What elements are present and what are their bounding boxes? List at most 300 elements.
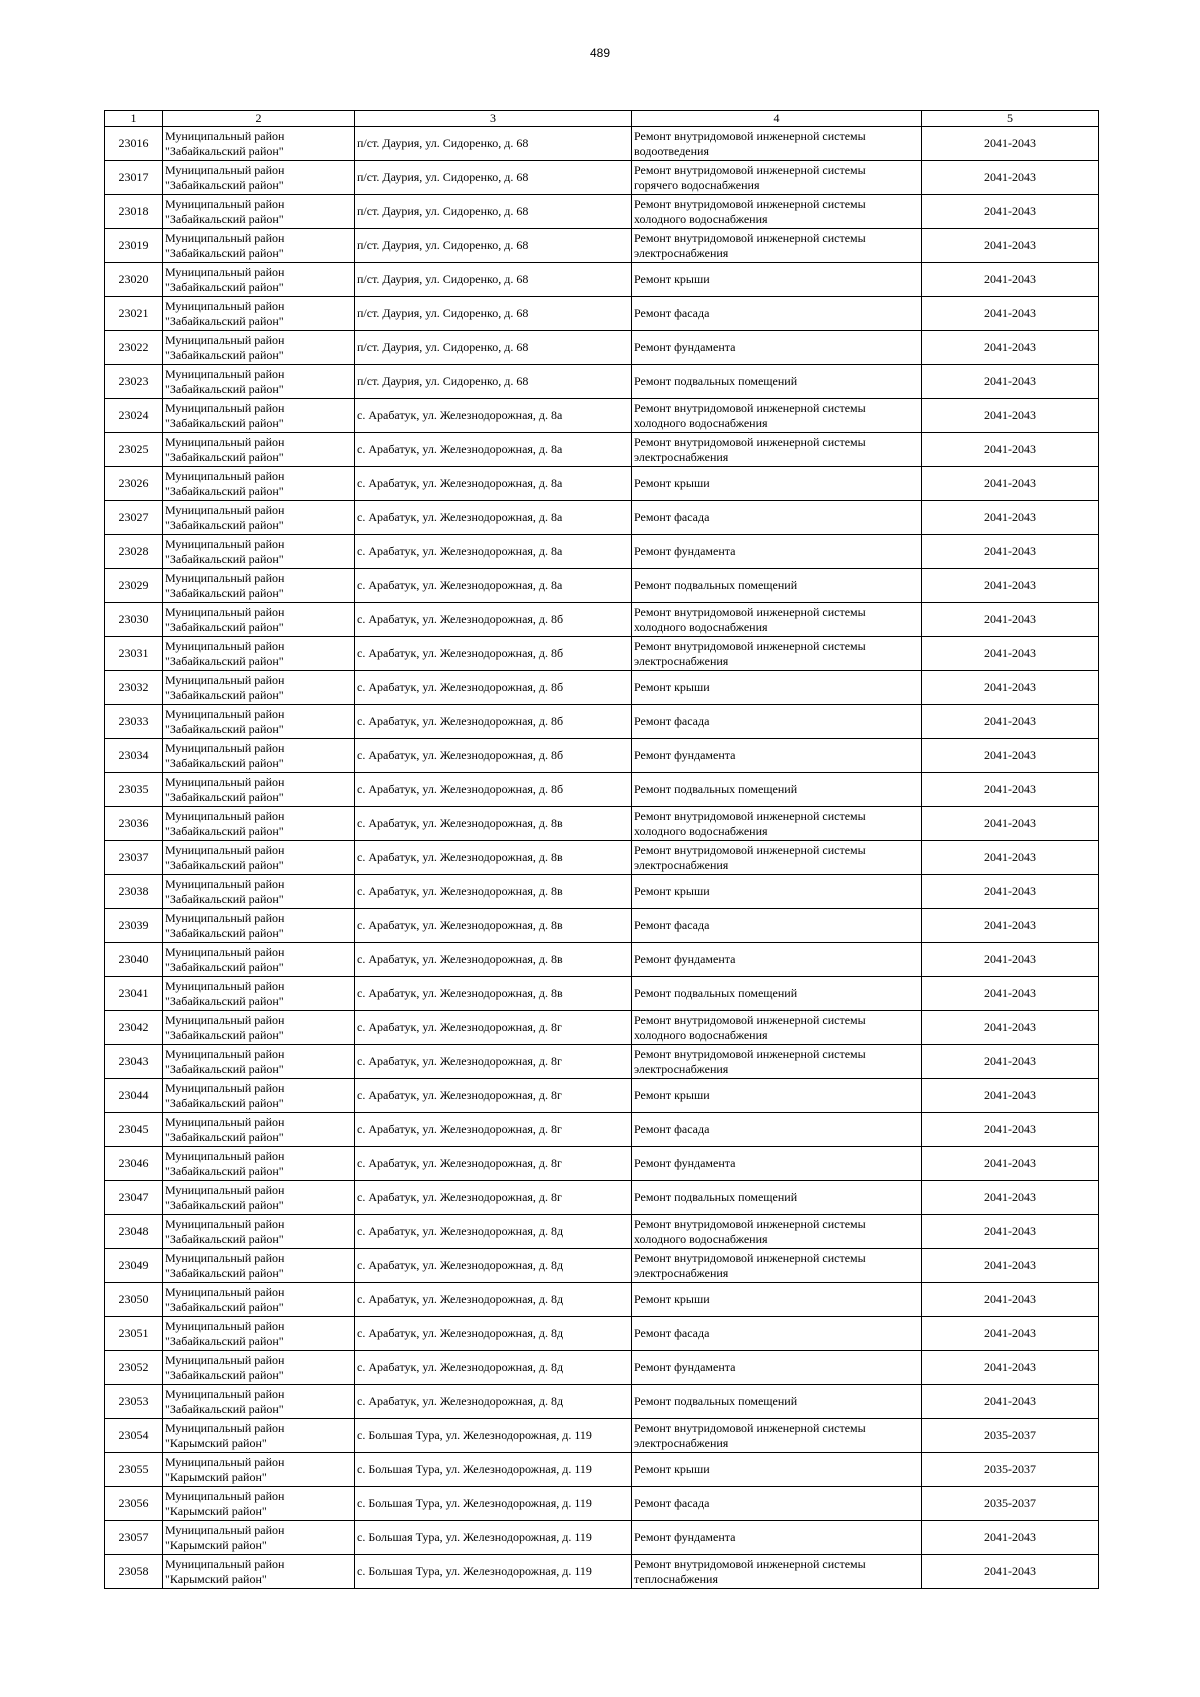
period-text: 2041-2043	[984, 1190, 1036, 1204]
row-number-text: 23040	[118, 952, 149, 966]
work-type-line-1: Ремонт фасада	[634, 1122, 710, 1136]
municipality-line-2: "Забайкальский район"	[165, 1333, 284, 1348]
address-cell	[355, 1113, 632, 1147]
municipality-line-1: Муниципальный район	[165, 298, 285, 313]
row-number-text: 23051	[118, 1326, 149, 1340]
municipality-cell	[163, 501, 355, 535]
column-header-3: 3	[355, 111, 632, 127]
address-cell	[355, 1453, 632, 1487]
address-text: с. Арабатук, ул. Железнодорожная, д. 8в	[357, 884, 563, 898]
table-row	[105, 1079, 1099, 1113]
table-row	[105, 1317, 1099, 1351]
row-number-text: 23016	[118, 136, 149, 150]
work-type-cell	[632, 603, 922, 637]
period-cell	[922, 739, 1099, 773]
municipality-cell	[163, 1249, 355, 1283]
municipality-line-1: Муниципальный район	[165, 1352, 285, 1367]
work-type-line-1: Ремонт внутридомовой инженерной системы	[634, 1216, 866, 1231]
row-number-text: 23054	[118, 1428, 149, 1442]
address-text: п/ст. Даурия, ул. Сидоренко, д. 68	[357, 374, 529, 388]
address-text: с. Арабатук, ул. Железнодорожная, д. 8а	[357, 476, 563, 490]
period-text: 2041-2043	[984, 1394, 1036, 1408]
municipality-line-2: "Карымский район"	[165, 1503, 267, 1518]
municipality-cell	[163, 1521, 355, 1555]
row-number	[105, 875, 163, 909]
address-cell	[355, 501, 632, 535]
municipality-line-1: Муниципальный район	[165, 196, 285, 211]
period-text: 2041-2043	[984, 612, 1036, 626]
row-number	[105, 535, 163, 569]
address-text: с. Арабатук, ул. Железнодорожная, д. 8д	[357, 1360, 564, 1374]
municipality-line-1: Муниципальный район	[165, 1420, 285, 1435]
municipality-line-2: "Забайкальский район"	[165, 721, 284, 736]
municipality-cell	[163, 1045, 355, 1079]
municipality-line-1: Муниципальный район	[165, 808, 285, 823]
table-row	[105, 1419, 1099, 1453]
row-number	[105, 1419, 163, 1453]
work-type-cell	[632, 161, 922, 195]
table-row	[105, 773, 1099, 807]
period-text: 2041-2043	[984, 1020, 1036, 1034]
address-cell	[355, 1079, 632, 1113]
address-text: с. Арабатук, ул. Железнодорожная, д. 8д	[357, 1394, 564, 1408]
work-type-cell	[632, 1453, 922, 1487]
address-cell	[355, 875, 632, 909]
table-row	[105, 1555, 1099, 1589]
address-text: п/ст. Даурия, ул. Сидоренко, д. 68	[357, 340, 529, 354]
period-text: 2041-2043	[984, 408, 1036, 422]
municipality-cell	[163, 1079, 355, 1113]
municipality-line-1: Муниципальный район	[165, 1148, 285, 1163]
row-number-text: 23021	[118, 306, 149, 320]
row-number-text: 23057	[118, 1530, 149, 1544]
period-cell	[922, 1283, 1099, 1317]
municipality-line-2: "Карымский район"	[165, 1571, 267, 1586]
municipality-line-1: Муниципальный район	[165, 434, 285, 449]
period-text: 2041-2043	[984, 340, 1036, 354]
municipality-line-2: "Забайкальский район"	[165, 347, 284, 362]
registry-table	[104, 110, 1099, 1589]
address-cell	[355, 807, 632, 841]
row-number	[105, 671, 163, 705]
work-type-line-1: Ремонт фасада	[634, 714, 710, 728]
row-number	[105, 1283, 163, 1317]
period-text: 2035-2037	[984, 1462, 1036, 1476]
municipality-cell	[163, 399, 355, 433]
municipality-cell	[163, 535, 355, 569]
address-text: с. Арабатук, ул. Железнодорожная, д. 8а	[357, 544, 563, 558]
period-cell	[922, 1215, 1099, 1249]
table-row	[105, 365, 1099, 399]
period-text: 2041-2043	[984, 986, 1036, 1000]
work-type-line-1: Ремонт крыши	[634, 680, 710, 694]
row-number	[105, 1249, 163, 1283]
address-text: с. Арабатук, ул. Железнодорожная, д. 8г	[357, 1156, 562, 1170]
municipality-line-2: "Забайкальский район"	[165, 891, 284, 906]
address-cell	[355, 1181, 632, 1215]
period-cell	[922, 263, 1099, 297]
work-type-line-2: электроснабжения	[634, 1435, 729, 1450]
address-text: с. Арабатук, ул. Железнодорожная, д. 8д	[357, 1292, 564, 1306]
row-number	[105, 127, 163, 161]
municipality-line-1: Муниципальный район	[165, 536, 285, 551]
municipality-line-2: "Забайкальский район"	[165, 313, 284, 328]
period-cell	[922, 1487, 1099, 1521]
municipality-line-1: Муниципальный район	[165, 1386, 285, 1401]
period-text: 2041-2043	[984, 238, 1036, 252]
period-text: 2035-2037	[984, 1496, 1036, 1510]
period-cell	[922, 1521, 1099, 1555]
row-number	[105, 1113, 163, 1147]
municipality-line-1: Муниципальный район	[165, 1216, 285, 1231]
work-type-cell	[632, 977, 922, 1011]
municipality-cell	[163, 739, 355, 773]
address-text: с. Большая Тура, ул. Железнодорожная, д. 119	[357, 1428, 592, 1442]
work-type-line-1: Ремонт фундамента	[634, 1156, 736, 1170]
address-text: с. Арабатук, ул. Железнодорожная, д. 8б	[357, 782, 564, 796]
row-number-text: 23028	[118, 544, 149, 558]
municipality-line-2: "Забайкальский район"	[165, 1367, 284, 1382]
work-type-cell	[632, 1215, 922, 1249]
work-type-line-1: Ремонт внутридомовой инженерной системы	[634, 128, 866, 143]
work-type-cell	[632, 943, 922, 977]
work-type-cell	[632, 807, 922, 841]
municipality-line-2: "Забайкальский район"	[165, 653, 284, 668]
work-type-cell	[632, 1045, 922, 1079]
address-cell	[355, 1249, 632, 1283]
row-number	[105, 331, 163, 365]
row-number-text: 23027	[118, 510, 149, 524]
table-row	[105, 671, 1099, 705]
work-type-line-1: Ремонт подвальных помещений	[634, 986, 798, 1000]
table-row	[105, 875, 1099, 909]
work-type-line-1: Ремонт внутридомовой инженерной системы	[634, 1250, 866, 1265]
period-text: 2041-2043	[984, 272, 1036, 286]
row-number-text: 23031	[118, 646, 149, 660]
period-cell	[922, 705, 1099, 739]
address-cell	[355, 1555, 632, 1589]
table-row	[105, 637, 1099, 671]
address-cell	[355, 603, 632, 637]
work-type-line-1: Ремонт крыши	[634, 1462, 710, 1476]
table-row	[105, 1249, 1099, 1283]
address-text: п/ст. Даурия, ул. Сидоренко, д. 68	[357, 306, 529, 320]
municipality-cell	[163, 1283, 355, 1317]
address-cell	[355, 1419, 632, 1453]
address-cell	[355, 127, 632, 161]
period-cell	[922, 1045, 1099, 1079]
work-type-line-2: электроснабжения	[634, 1265, 729, 1280]
row-number	[105, 365, 163, 399]
table-row	[105, 501, 1099, 535]
municipality-cell	[163, 297, 355, 331]
period-cell	[922, 229, 1099, 263]
address-cell	[355, 1317, 632, 1351]
period-cell	[922, 1249, 1099, 1283]
address-text: с. Арабатук, ул. Железнодорожная, д. 8б	[357, 680, 564, 694]
row-number	[105, 1453, 163, 1487]
municipality-line-1: Муниципальный район	[165, 230, 285, 245]
table-row	[105, 229, 1099, 263]
address-text: с. Арабатук, ул. Железнодорожная, д. 8а	[357, 408, 563, 422]
table-row	[105, 977, 1099, 1011]
municipality-line-2: "Забайкальский район"	[165, 619, 284, 634]
address-cell	[355, 569, 632, 603]
period-text: 2041-2043	[984, 1122, 1036, 1136]
period-cell	[922, 1079, 1099, 1113]
work-type-line-1: Ремонт крыши	[634, 884, 710, 898]
row-number-text: 23033	[118, 714, 149, 728]
row-number-text: 23049	[118, 1258, 149, 1272]
work-type-line-2: теплоснабжения	[634, 1571, 718, 1586]
work-type-cell	[632, 1419, 922, 1453]
period-cell	[922, 1317, 1099, 1351]
municipality-line-1: Муниципальный район	[165, 842, 285, 857]
address-text: с. Арабатук, ул. Железнодорожная, д. 8д	[357, 1258, 564, 1272]
municipality-line-1: Муниципальный район	[165, 604, 285, 619]
table-row	[105, 1385, 1099, 1419]
municipality-line-1: Муниципальный район	[165, 1114, 285, 1129]
address-cell	[355, 1215, 632, 1249]
address-cell	[355, 433, 632, 467]
address-text: с. Арабатук, ул. Железнодорожная, д. 8г	[357, 1122, 562, 1136]
address-text: с. Арабатук, ул. Железнодорожная, д. 8б	[357, 646, 564, 660]
municipality-line-2: "Забайкальский район"	[165, 415, 284, 430]
row-number	[105, 773, 163, 807]
municipality-line-2: "Карымский район"	[165, 1435, 267, 1450]
row-number	[105, 501, 163, 535]
municipality-cell	[163, 569, 355, 603]
period-cell	[922, 1113, 1099, 1147]
work-type-line-1: Ремонт подвальных помещений	[634, 578, 798, 592]
work-type-line-1: Ремонт подвальных помещений	[634, 782, 798, 796]
table-row	[105, 1045, 1099, 1079]
row-number-text: 23025	[118, 442, 149, 456]
municipality-line-1: Муниципальный район	[165, 1556, 285, 1571]
period-cell	[922, 161, 1099, 195]
municipality-line-2: "Забайкальский район"	[165, 687, 284, 702]
row-number	[105, 909, 163, 943]
work-type-line-1: Ремонт внутридомовой инженерной системы	[634, 1420, 866, 1435]
municipality-cell	[163, 331, 355, 365]
period-cell	[922, 1419, 1099, 1453]
address-text: с. Арабатук, ул. Железнодорожная, д. 8б	[357, 714, 564, 728]
municipality-line-1: Муниципальный район	[165, 1488, 285, 1503]
address-cell	[355, 195, 632, 229]
work-type-line-1: Ремонт подвальных помещений	[634, 374, 798, 388]
work-type-line-1: Ремонт фасада	[634, 306, 710, 320]
period-cell	[922, 535, 1099, 569]
work-type-cell	[632, 1079, 922, 1113]
header-row	[105, 111, 1099, 127]
municipality-cell	[163, 1351, 355, 1385]
municipality-line-1: Муниципальный район	[165, 1318, 285, 1333]
municipality-cell	[163, 1147, 355, 1181]
table-row	[105, 1487, 1099, 1521]
municipality-line-2: "Забайкальский район"	[165, 1163, 284, 1178]
period-cell	[922, 603, 1099, 637]
table-row	[105, 1113, 1099, 1147]
row-number	[105, 1215, 163, 1249]
row-number-text: 23034	[118, 748, 149, 762]
work-type-line-1: Ремонт внутридомовой инженерной системы	[634, 1046, 866, 1061]
work-type-cell	[632, 773, 922, 807]
work-type-line-1: Ремонт фундамента	[634, 544, 736, 558]
table-row	[105, 1283, 1099, 1317]
municipality-line-2: "Забайкальский район"	[165, 857, 284, 872]
row-number	[105, 161, 163, 195]
work-type-line-1: Ремонт фундамента	[634, 1360, 736, 1374]
work-type-cell	[632, 1113, 922, 1147]
period-text: 2041-2043	[984, 1088, 1036, 1102]
table-row	[105, 1453, 1099, 1487]
row-number	[105, 739, 163, 773]
work-type-line-2: электроснабжения	[634, 653, 729, 668]
table-row	[105, 127, 1099, 161]
work-type-cell	[632, 1555, 922, 1589]
work-type-cell	[632, 1521, 922, 1555]
municipality-line-2: "Забайкальский район"	[165, 279, 284, 294]
address-cell	[355, 977, 632, 1011]
municipality-line-1: Муниципальный район	[165, 400, 285, 415]
address-text: с. Большая Тура, ул. Железнодорожная, д. 119	[357, 1564, 592, 1578]
period-cell	[922, 467, 1099, 501]
row-number	[105, 603, 163, 637]
work-type-cell	[632, 229, 922, 263]
row-number-text: 23045	[118, 1122, 149, 1136]
table-row	[105, 705, 1099, 739]
municipality-line-2: "Карымский район"	[165, 1469, 267, 1484]
row-number-text: 23030	[118, 612, 149, 626]
row-number	[105, 399, 163, 433]
address-cell	[355, 263, 632, 297]
period-text: 2041-2043	[984, 1258, 1036, 1272]
row-number	[105, 1147, 163, 1181]
address-text: с. Арабатук, ул. Железнодорожная, д. 8в	[357, 986, 563, 1000]
work-type-line-2: электроснабжения	[634, 245, 729, 260]
table-row	[105, 433, 1099, 467]
row-number-text: 23023	[118, 374, 149, 388]
work-type-cell	[632, 909, 922, 943]
row-number-text: 23053	[118, 1394, 149, 1408]
period-cell	[922, 671, 1099, 705]
period-cell	[922, 1351, 1099, 1385]
work-type-cell	[632, 1385, 922, 1419]
municipality-line-1: Муниципальный район	[165, 672, 285, 687]
row-number-text: 23017	[118, 170, 149, 184]
period-cell	[922, 501, 1099, 535]
work-type-cell	[632, 195, 922, 229]
page-number: 489	[589, 46, 611, 60]
work-type-line-1: Ремонт подвальных помещений	[634, 1190, 798, 1204]
address-cell	[355, 161, 632, 195]
period-text: 2041-2043	[984, 1054, 1036, 1068]
municipality-cell	[163, 875, 355, 909]
work-type-line-1: Ремонт внутридомовой инженерной системы	[634, 400, 866, 415]
municipality-cell	[163, 127, 355, 161]
municipality-cell	[163, 195, 355, 229]
municipality-line-2: "Забайкальский район"	[165, 1197, 284, 1212]
municipality-cell	[163, 1453, 355, 1487]
address-text: с. Арабатук, ул. Железнодорожная, д. 8б	[357, 612, 564, 626]
period-cell	[922, 297, 1099, 331]
municipality-line-1: Муниципальный район	[165, 1182, 285, 1197]
municipality-cell	[163, 1555, 355, 1589]
table-row	[105, 1215, 1099, 1249]
work-type-line-2: горячего водоснабжения	[634, 177, 760, 192]
column-header-5: 5	[922, 111, 1099, 127]
row-number-text: 23032	[118, 680, 149, 694]
address-cell	[355, 1385, 632, 1419]
period-cell	[922, 127, 1099, 161]
work-type-line-1: Ремонт подвальных помещений	[634, 1394, 798, 1408]
municipality-line-1: Муниципальный район	[165, 128, 285, 143]
municipality-line-1: Муниципальный район	[165, 740, 285, 755]
row-number	[105, 569, 163, 603]
table-row	[105, 535, 1099, 569]
work-type-line-1: Ремонт внутридомовой инженерной системы	[634, 162, 866, 177]
address-text: с. Арабатук, ул. Железнодорожная, д. 8д	[357, 1326, 564, 1340]
address-cell	[355, 1351, 632, 1385]
work-type-cell	[632, 467, 922, 501]
municipality-line-2: "Забайкальский район"	[165, 1401, 284, 1416]
address-cell	[355, 773, 632, 807]
address-text: с. Арабатук, ул. Железнодорожная, д. 8в	[357, 816, 563, 830]
municipality-line-2: "Забайкальский район"	[165, 755, 284, 770]
row-number	[105, 807, 163, 841]
table-row	[105, 1181, 1099, 1215]
table-row	[105, 195, 1099, 229]
period-cell	[922, 195, 1099, 229]
municipality-cell	[163, 161, 355, 195]
municipality-line-2: "Забайкальский район"	[165, 449, 284, 464]
row-number-text: 23020	[118, 272, 149, 286]
work-type-cell	[632, 127, 922, 161]
municipality-line-2: "Забайкальский район"	[165, 177, 284, 192]
municipality-cell	[163, 1215, 355, 1249]
address-cell	[355, 467, 632, 501]
period-cell	[922, 841, 1099, 875]
municipality-line-1: Муниципальный район	[165, 978, 285, 993]
period-cell	[922, 807, 1099, 841]
work-type-line-1: Ремонт внутридомовой инженерной системы	[634, 638, 866, 653]
municipality-line-1: Муниципальный район	[165, 944, 285, 959]
period-cell	[922, 1385, 1099, 1419]
work-type-cell	[632, 263, 922, 297]
row-number	[105, 1317, 163, 1351]
municipality-cell	[163, 1113, 355, 1147]
work-type-cell	[632, 365, 922, 399]
period-cell	[922, 1011, 1099, 1045]
work-type-cell	[632, 331, 922, 365]
address-cell	[355, 943, 632, 977]
municipality-line-2: "Забайкальский район"	[165, 517, 284, 532]
municipality-line-2: "Забайкальский район"	[165, 381, 284, 396]
period-cell	[922, 433, 1099, 467]
period-text: 2041-2043	[984, 1156, 1036, 1170]
table-row	[105, 841, 1099, 875]
work-type-cell	[632, 501, 922, 535]
row-number-text: 23047	[118, 1190, 149, 1204]
work-type-line-2: водоотведения	[634, 143, 709, 158]
work-type-line-1: Ремонт фундамента	[634, 748, 736, 762]
row-number	[105, 705, 163, 739]
table-row	[105, 943, 1099, 977]
row-number-text: 23029	[118, 578, 149, 592]
period-cell	[922, 365, 1099, 399]
municipality-line-2: "Забайкальский район"	[165, 1299, 284, 1314]
row-number	[105, 943, 163, 977]
